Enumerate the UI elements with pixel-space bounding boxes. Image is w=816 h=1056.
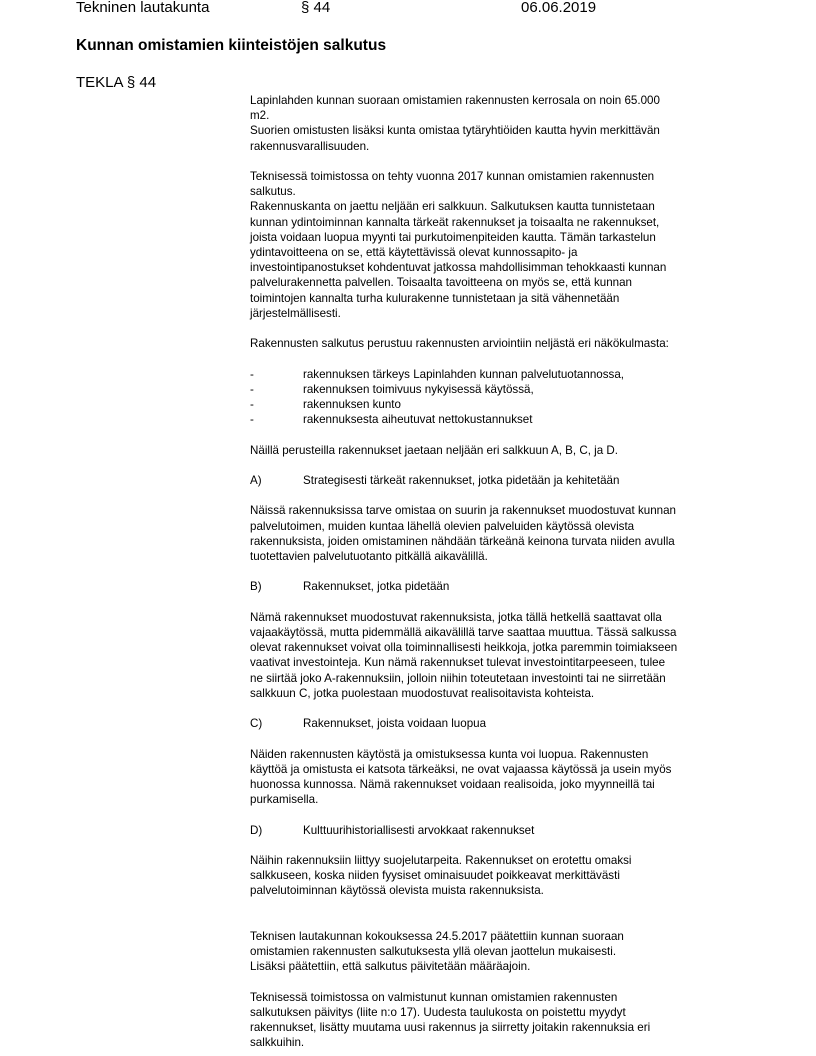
list-item: [250, 397, 742, 412]
portfolio-letter: C): [250, 717, 263, 731]
reference-label: TEKLA § 44: [76, 74, 157, 91]
body-line: käyttöä ja omistusta ei katsota tärkeäksi, ne ovat vajaassa käytössä ja usein myös: [250, 762, 672, 776]
body-line: vajaakäytössä, mutta pidemmällä aikavälillä tarve saattaa muuttua. Tässä salkussa: [250, 625, 677, 639]
body-line: kunnan ydintoiminnan kannalta tärkeät rakennukset ja toisaalta ne rakennukset,: [250, 215, 660, 229]
body-line: Suorien omistusten lisäksi kunta omistaa tytäryhtiöiden kautta hyvin merkittävän: [250, 124, 660, 138]
portfolio-title: Strategisesti tärkeät rakennukset, jotka pidetään ja kehitetään: [303, 474, 620, 487]
list-item-text: rakennuksen toimivuus nykyisessä käytössä,: [303, 382, 534, 396]
body-line: Nämä rakennukset muodostuvat rakennuksista, jotka tällä hetkellä saattavat olla: [250, 610, 662, 624]
body-line: Rakennuskanta on jaettu neljään eri salkkuun. Salkutuksen kautta tunnistetaan: [250, 200, 655, 214]
list-item-text: rakennuksen tärkeys Lapinlahden kunnan palvelutuotannossa,: [303, 367, 624, 381]
meeting-date: 06.06.2019: [521, 0, 597, 16]
body-line: salkkuseen, koska niiden fyysiset ominaisuudet poikkeavat merkittävästi: [250, 869, 620, 883]
body-line: tuotettavien palvelutuotanto pitkällä aikavälillä.: [250, 550, 488, 563]
portfolio-heading-d: [250, 823, 742, 838]
bullet-mark: -: [250, 382, 254, 396]
body-line: m2.: [250, 109, 270, 123]
body-line: Näiden rakennusten käytöstä ja omistuksessa kunta voi luopua. Rakennusten: [250, 747, 649, 761]
body-line: Teknisen lautakunnan kokouksessa 24.5.2017 päätettiin kunnan suoraan: [250, 929, 624, 943]
body-line: salkutuksen päivitys (liite n:o 17). Uudesta taulukosta on poistettu myydyt: [250, 1005, 626, 1019]
body-line: Teknisessä toimistossa on valmistunut kunnan omistamien rakennusten: [250, 990, 618, 1004]
body-line: Rakennusten salkutus perustuu rakennusten arviointiin neljästä eri näkökulmasta:: [250, 337, 669, 351]
body-line: rakennukset, lisätty muutama uusi rakennus ja siirretty joitakin rakennuksia eri: [250, 1021, 651, 1035]
body-line: Näillä perusteilla rakennukset jaetaan neljään eri salkkuun A, B, C, ja D.: [250, 443, 618, 457]
body-line: palvelurakennetta palvellen. Toisaalta tavoitteena on myös se, että kunnan: [250, 276, 632, 290]
body-line: ydintavoitteena on se, että käytettävissä olevat kunnossapito- ja: [250, 246, 578, 260]
body-line: toimintojen kannalta turha kulurakenne tunnistetaan ja sitä vähennetään: [250, 291, 620, 305]
document-body: [250, 93, 742, 1051]
body-line: joista voidaan luopua myynti tai purkutoimenpiteiden kautta. Tämän tarkastelun: [250, 230, 656, 244]
body-line: Näissä rakennuksissa tarve omistaa on suurin ja rakennukset muodostuvat kunnan: [250, 504, 676, 518]
body-line: rakennuksista, joiden omistaminen nähdään tärkeänä keinona turvata niiden avulla: [250, 534, 675, 548]
portfolio-title: Rakennukset, jotka pidetään: [303, 580, 450, 594]
portfolio-title: Rakennukset, joista voidaan luopua: [303, 717, 487, 731]
bullet-mark: -: [250, 398, 254, 412]
list-item-text: rakennuksesta aiheutuvat nettokustannukset: [303, 413, 533, 427]
section-number: § 44: [301, 0, 331, 16]
body-line: investointipanostukset kohdentuvat jatkossa mahdollisimman tehokkaasti kunnan: [250, 261, 667, 275]
portfolio-heading-a: [250, 473, 742, 488]
portfolio-letter: B): [250, 580, 262, 594]
body-line: salkkuun C, jotka puolestaan muodostuvat realisoitavista kohteista.: [250, 686, 595, 700]
portfolio-letter: D): [250, 823, 263, 837]
body-line: salkkuihin.: [250, 1036, 305, 1050]
body-line: huonossa kunnossa. Nämä rakennukset voidaan realisoida, joko myynneillä tai: [250, 777, 655, 791]
body-line: palvelutoiminnan käytössä olevista muista rakennuksista.: [250, 884, 544, 898]
body-line: purkamisella.: [250, 793, 319, 807]
bullet-mark: -: [250, 413, 254, 427]
body-line: olevat rakennukset voivat olla toiminnallisesti heikkoja, jotka paremmin toimiakseen: [250, 641, 678, 655]
body-line: salkutus.: [250, 185, 296, 199]
body-line: rakennusvarallisuuden.: [250, 139, 370, 153]
portfolio-heading-c: [250, 716, 742, 731]
portfolio-title: Kulttuurihistoriallisesti arvokkaat rakennukset: [303, 823, 535, 837]
body-line: Lapinlahden kunnan suoraan omistamien rakennusten kerrosala on noin 65.000: [250, 94, 660, 107]
page-header: [76, 0, 776, 19]
body-line: Teknisessä toimistossa on tehty vuonna 2017 kunnan omistamien rakennusten: [250, 170, 655, 183]
body-line: omistamien rakennusten salkutuksesta yllä olevan jaottelun mukaisesti.: [250, 945, 617, 959]
body-line: järjestelmällisesti.: [250, 306, 341, 320]
list-item: [250, 412, 742, 427]
body-line: Näihin rakennuksiin liittyy suojelutarpeita. Rakennukset on erotettu omaksi: [250, 853, 632, 867]
body-line: palvelutoimen, muiden kuntaa lähellä olevien palveluiden käytössä olevista: [250, 519, 635, 533]
portfolio-letter: A): [250, 474, 262, 487]
body-line: vaativat investointeja. Kun nämä rakennukset tulevat investointitarpeeseen, tulee: [250, 656, 666, 670]
board-name: Tekninen lautakunta: [76, 0, 210, 16]
body-line: Lisäksi päätettiin, että salkutus päivitetään määräajoin.: [250, 960, 531, 974]
body-line: ne siirtää joko A-rakennuksiin, jolloin niihin toteutetaan investointi tai ne siirretään: [250, 671, 666, 685]
portfolio-heading-b: [250, 579, 742, 594]
list-item: [250, 382, 742, 397]
list-item: [250, 367, 742, 382]
bullet-mark: -: [250, 367, 254, 381]
list-item-text: rakennuksen kunto: [303, 398, 401, 412]
page-title: Kunnan omistamien kiinteistöjen salkutus: [76, 37, 387, 54]
